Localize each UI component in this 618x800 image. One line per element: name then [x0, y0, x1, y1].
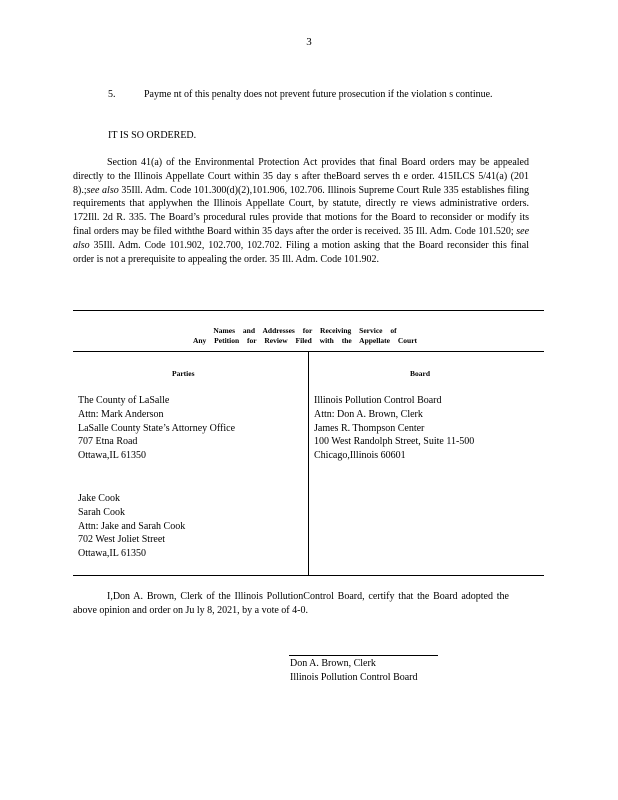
- table-top-rule: [73, 310, 544, 311]
- signature-block: [290, 657, 418, 685]
- address-line: Illinois Pollution Control Board: [314, 395, 442, 406]
- address-line: 707 Etna Road: [78, 436, 138, 448]
- party-address-lasalle-county: [78, 394, 235, 463]
- signature-line: [289, 655, 438, 656]
- address-line: Attn: Jake and Sarah Cook: [78, 520, 186, 532]
- board-address: [314, 394, 474, 463]
- address-line: Chicago,Illinois 60601: [314, 450, 406, 462]
- table-bottom-rule: [73, 575, 544, 576]
- so-ordered-statement: IT IS SO ORDERED.: [108, 130, 197, 141]
- address-line: Jake Cook: [78, 493, 120, 504]
- appeal-text-part2: 35Ill. Adm. Code 101.300(d)(2),101.906, 102.706. Illinois Supreme Court Rule 335 establishes filing requirements that applywhen the Illinois Appellate Court, by statute, directly re views administrative orders. 172Ill. 2d R. 335. The Board’s procedural rules provide that motions for the Board to reconsider or modify its final orders may be filed withthe Board within 35 days after the order is received. 35 Ill. Adm. Code 101.520;: [73, 184, 529, 237]
- board-column-header: Board: [410, 369, 431, 378]
- address-line: Sarah Cook: [78, 506, 125, 518]
- address-line: Attn: Mark Anderson: [78, 408, 164, 420]
- item-text: Payme nt of this penalty does not prevent future prosecution if the violation s continue.: [144, 89, 493, 100]
- signer-organization: Illinois Pollution Control Board: [290, 671, 418, 683]
- appeal-text-part1: Section 41(a) of the Environmental Protection Act provides that final Board orders may be appealed directly to the Illinois Appellate Court within 35 day s after theBoard serves th e order. 415ILCS 5/41(a) (201 8).;: [73, 157, 529, 196]
- clerk-certification: [73, 590, 509, 618]
- page-number: 3: [306, 36, 312, 48]
- address-line: Ottawa,IL 61350: [78, 450, 146, 462]
- numbered-item-5: [108, 88, 520, 101]
- service-title-line2: Any Petition for Review Filed with the Appellate Court: [192, 336, 418, 345]
- party-address-cook: [78, 492, 185, 561]
- table-column-divider: [308, 351, 309, 575]
- service-table-title: [160, 326, 450, 346]
- address-line: 702 West Joliet Street: [78, 534, 166, 546]
- parties-column-header: Parties: [172, 369, 195, 378]
- address-line: 100 West Randolph Street, Suite 11-500: [314, 436, 475, 448]
- address-line: James R. Thompson Center: [314, 422, 425, 434]
- address-line: LaSalle County State’s Attorney Office: [78, 422, 236, 434]
- see-also-signal-1: see also: [86, 184, 119, 196]
- address-line: Ottawa,IL 61350: [78, 548, 146, 560]
- appeal-text-part3: 35Ill. Adm. Code 101.902, 102.700, 102.702. Filing a motion asking that the Board reconsider this final order is not a prerequisite to appealing the order. 35 Ill. Adm. Code 101.902.: [73, 239, 529, 265]
- see-also-signal-2: see also: [73, 225, 530, 251]
- service-title-line1: Names and Addresses for Receiving Service of: [213, 326, 397, 335]
- item-number: 5.: [108, 89, 116, 100]
- signer-name: Don A. Brown, Clerk: [290, 658, 376, 669]
- appeal-rights-paragraph: [73, 156, 529, 266]
- certification-text: I,Don A. Brown, Clerk of the Illinois PollutionControl Board, certify that the Board adopted the above opinion and order on Ju ly 8, 2021, by a vote of 4-0.: [73, 591, 509, 616]
- address-line: Attn: Don A. Brown, Clerk: [314, 408, 423, 420]
- address-line: The County of LaSalle: [78, 395, 170, 406]
